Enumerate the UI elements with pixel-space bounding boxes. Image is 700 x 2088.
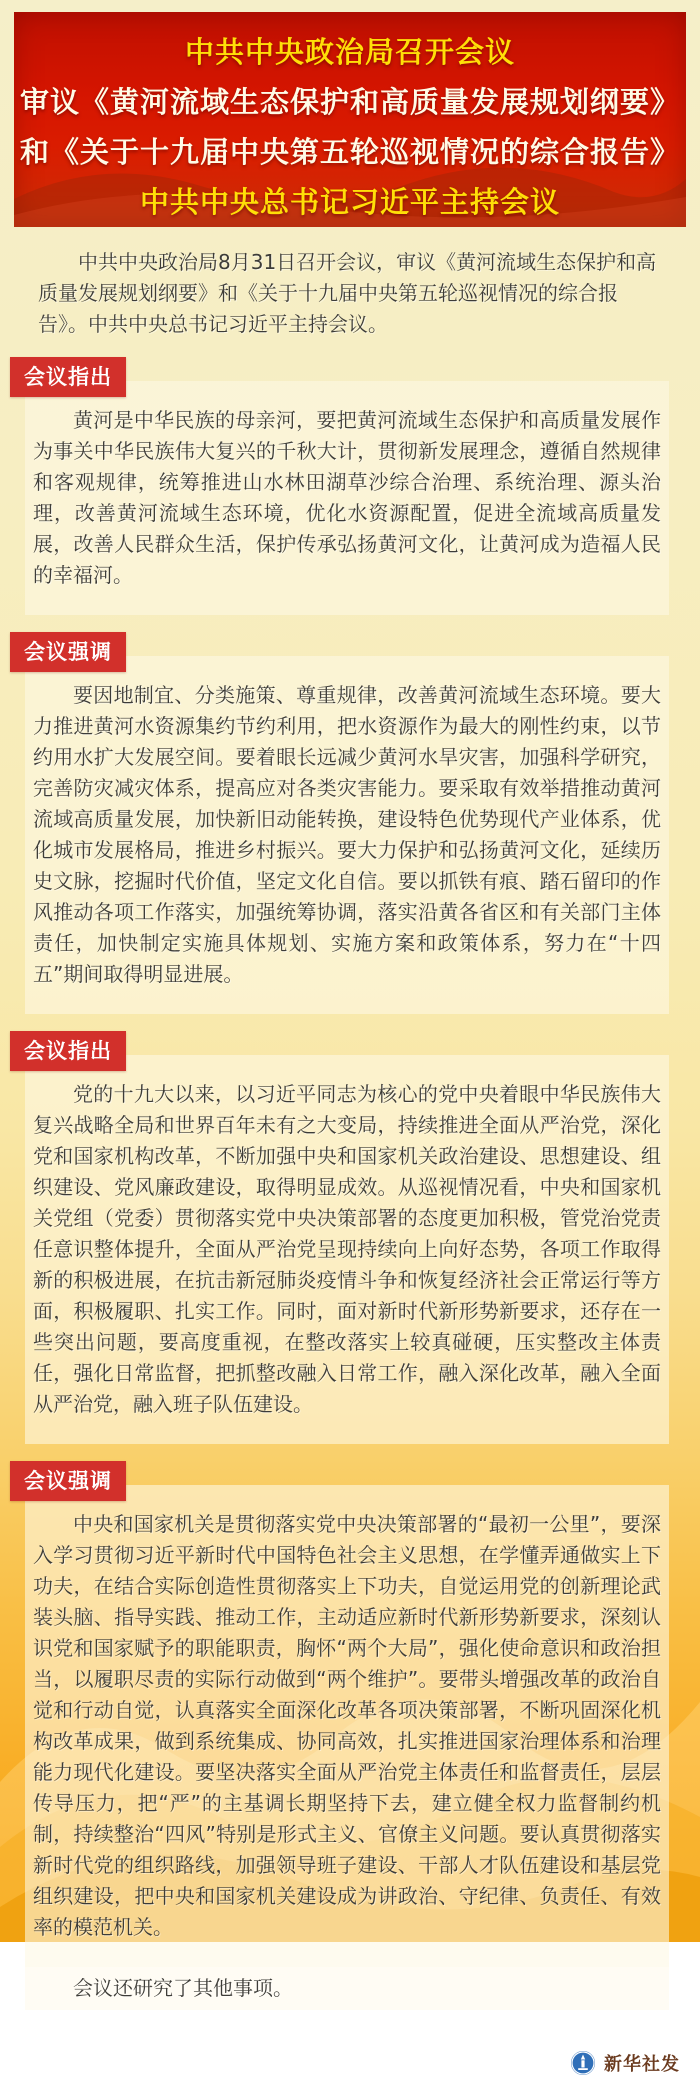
article-title-block — [14, 12, 686, 227]
section-body-box — [25, 1485, 669, 1967]
footer-area — [0, 1967, 700, 2088]
section-body-text: 中央和国家机关是贯彻落实党中央决策部署的“最初一公里”，要深入学习贯彻习近平新时代中国特色社会主义思想，在学懂弄通做实上下功夫，在结合实际创造性贯彻落实上下功夫，自觉运用党的创新理论武装头脑、指导实践、推动工作，主动适应新时代新形势新要求，深刻认识党和国家赋予的职能职责，胸怀“两个大局”，强化使命意识和政治担当，以履职尽责的实际行动做到“两个维护”。要带头增强改革的政治自觉和行动自觉，认真落实全面深化改革各项决策部署，不断巩固深化机构改革成果，做到系统集成、协同高效，扎实推进国家治理体系和治理能力现代化建设。要坚决落实全面从严治党主体责任和监督责任，层层传导压力，把“严”的主基调长期坚持下去，建立健全权力监督制约机制，持续整治“四风”特别是形式主义、官僚主义问题。要认真贯彻落实新时代党的组织路线，加强领导班子建设、干部人才队伍建设和基层党组织建设，把中央和国家机关建设成为讲政治、守纪律、负责任、有效率的模范机关。 — [33, 1512, 661, 1939]
title-line-3: 和《关于十九届中央第五轮巡视情况的综合报告》 — [19, 135, 680, 169]
section-meeting-emphasized-1 — [0, 632, 700, 1014]
article-header-banner — [14, 12, 686, 227]
lead-paragraph: 中共中央政治局8月31日召开会议，审议《黄河流域生态保护和高质量发展规划纲要》和《关于十九届中央第五轮巡视情况的综合报告》。中共中央总书记习近平主持会议。 — [38, 250, 657, 336]
section-body-text: 要因地制宜、分类施策、尊重规律，改善黄河流域生态环境。要大力推进黄河水资源集约节约利用，把水资源作为最大的刚性约束，以节约用水扩大发展空间。要着眼长远减少黄河水旱灾害，加强科学研究，完善防灾减灾体系，提高应对各类灾害能力。要采取有效举措推动黄河流域高质量发展，加快新旧动能转换，建设特色优势现代产业体系，优化城市发展格局，推进乡村振兴。要大力保护和弘扬黄河文化，延续历史文脉，挖掘时代价值，坚定文化自信。要以抓铁有痕、踏石留印的作风推动各项工作落实，加强统筹协调，落实沿黄各省区和有关部门主体责任，加快制定实施具体规划、实施方案和政策体系，努力在“十四五”期间取得明显进展。 — [33, 683, 661, 986]
section-label-badge: 会议指出 — [10, 1031, 126, 1071]
section-body-text: 黄河是中华民族的母亲河，要把黄河流域生态保护和高质量发展作为事关中华民族伟大复兴的千秋大计，贯彻新发展理念，遵循自然规律和客观规律，统筹推进山水林田湖草沙综合治理、系统治理、源头治理，改善黄河流域生态环境，优化水资源配置，促进全流域高质量发展，改善人民群众生活，保护传承弘扬黄河文化，让黄河成为造福人民的幸福河。 — [33, 408, 661, 587]
title-line-1: 中共中央政治局召开会议 — [184, 35, 515, 69]
section-body-box — [25, 1055, 669, 1444]
section-label-badge: 会议强调 — [10, 1461, 126, 1501]
section-meeting-pointed-out-2 — [0, 1031, 700, 1444]
footer-note-box — [25, 1967, 669, 2010]
credit-row — [570, 2050, 680, 2076]
section-body-box — [25, 656, 669, 1014]
footer-note-text: 会议还研究了其他事项。 — [73, 1976, 293, 2000]
title-line-2: 审议《黄河流域生态保护和高质量发展规划纲要》 — [19, 85, 680, 119]
section-label-badge: 会议指出 — [10, 357, 126, 397]
credit-label: 新华社发 — [604, 2054, 680, 2075]
section-label-wrap — [10, 357, 700, 397]
section-label-wrap — [10, 1461, 700, 1501]
section-meeting-pointed-out-1 — [0, 357, 700, 615]
title-line-4: 中共中央总书记习近平主持会议 — [139, 185, 560, 219]
section-label-badge: 会议强调 — [10, 632, 126, 672]
section-label-wrap — [10, 632, 700, 672]
section-meeting-emphasized-2 — [0, 1461, 700, 1967]
section-body-text: 党的十九大以来，以习近平同志为核心的党中央着眼中华民族伟大复兴战略全局和世界百年未有之大变局，持续推进全面从严治党，深化党和国家机构改革，不断加强中央和国家机关政治建设、思想建设、组织建设、党风廉政建设，取得明显成效。从巡视情况看，中央和国家机关党组（党委）贯彻落实党中央决策部署的态度更加积极，管党治党责任意识整体提升，全面从严治党呈现持续向上向好态势，各项工作取得新的积极进展，在抗击新冠肺炎疫情斗争和恢复经济社会正常运行等方面，积极履职、扎实工作。同时，面对新时代新形势新要求，还存在一些突出问题，要高度重视，在整改落实上较真碰硬，压实整改主体责任，强化日常监督，把抓整改融入日常工作，融入深化改革，融入全面从严治党，融入班子队伍建设。 — [33, 1082, 661, 1416]
xinhua-agency-logo-icon — [570, 2050, 596, 2076]
section-body-box — [25, 381, 669, 615]
section-label-wrap — [10, 1031, 700, 1071]
